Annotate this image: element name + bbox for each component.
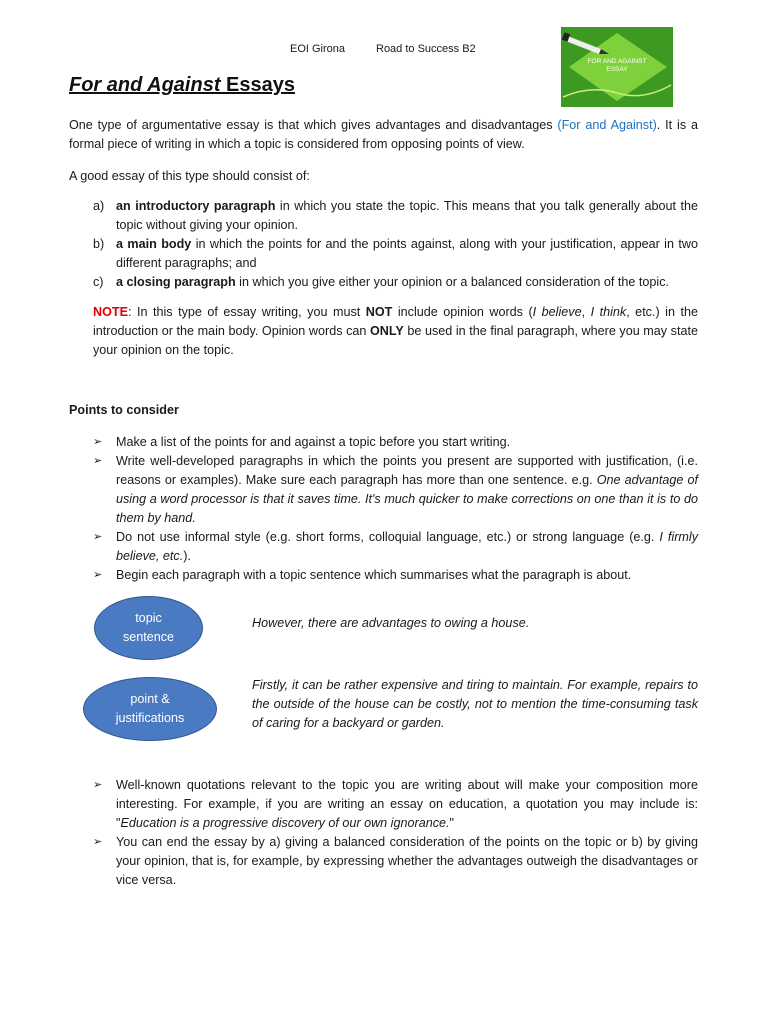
note-text: : In this type of essay writing, you must (127, 305, 366, 319)
oval-label: topic sentence (122, 611, 175, 644)
note-text: , (581, 305, 591, 319)
point-text: Begin each paragraph with a topic sentence which summarises what the paragraph is about. (116, 568, 632, 582)
note-only: ONLY (369, 324, 404, 338)
note-example: I believe (532, 305, 582, 319)
arrow-bullet-icon: ➢ (93, 436, 103, 448)
title-rest: Essays (220, 74, 295, 96)
course-name: Road to Success B2 (376, 43, 476, 55)
list-item (93, 833, 698, 890)
pencil-banner-icon (561, 27, 673, 107)
list-item-text: in which the points for and the points against, along with your justification, appear in two different paragraphs; and (116, 237, 698, 270)
point-text: Write well-developed paragraphs in which the points you present are supported with justification, (i.e. reasons or examples). Make sure each paragraph has more than one sentence. e.g. (116, 454, 698, 487)
point-text: Do not use informal style (e.g. short forms, colloquial language, etc.) or strong language (e.g. (116, 530, 660, 544)
arrow-bullet-icon: ➢ (93, 569, 103, 581)
point-text: Well-known quotations relevant to the topic you are writing about will make your composition more interesting. For example, if you are writing an essay on education, a quotation you may include is: " (116, 778, 698, 830)
list-item (93, 528, 698, 566)
school-name: EOI Girona (290, 43, 346, 55)
list-item (93, 776, 698, 833)
note-paragraph (93, 303, 698, 360)
page-title (69, 74, 295, 97)
list-item (93, 235, 698, 273)
intro-highlight: (For and Against) (557, 118, 657, 132)
point-example: I firmly believe, etc. (116, 530, 698, 563)
more-points-list (93, 776, 698, 890)
note-not: NOT (365, 305, 393, 319)
note-text: , etc.) in the introduction or the main body. Opinion words can (93, 305, 698, 338)
note-label: NOTE (93, 305, 128, 319)
list-label: b) (93, 237, 105, 251)
arrow-bullet-icon: ➢ (93, 779, 103, 791)
point-text: " (449, 816, 454, 830)
logo-line2: ESSAY (606, 66, 628, 73)
oval-label: point & justifications (115, 692, 185, 725)
list-label: a) (93, 199, 105, 213)
list-item-bold: an introductory paragraph (116, 199, 276, 213)
point-text: You can end the essay by a) giving a balanced consideration of the points on the topic or b) by giving your opinion, that is, for example, by expressing whether the advantages outweigh the disadvantages or vice versa. (116, 835, 698, 887)
list-item (93, 273, 698, 292)
note-example: I think (590, 305, 627, 319)
arrow-bullet-icon: ➢ (93, 836, 103, 848)
title-italic: For and Against (69, 74, 221, 96)
list-item-bold: a closing paragraph (116, 275, 236, 289)
list-item-text: in which you give either your opinion or a balanced consideration of the topic. (235, 275, 670, 289)
list-item (93, 197, 698, 235)
point-example: One advantage of using a word processor is that it saves time. It's much quicker to make corrections on one than it is to do them by hand. (116, 473, 698, 525)
logo-line1: FOR AND AGAINST (587, 58, 647, 65)
list-label: c) (93, 275, 104, 289)
list-item-bold: a main body (116, 237, 192, 251)
list-item (93, 452, 698, 528)
list-item (93, 433, 698, 452)
point-text: ). (183, 549, 191, 563)
note-text: be used in the final paragraph, where you may state your opinion on the topic. (93, 324, 698, 357)
point-text: Make a list of the points for and against a topic before you start writing. (116, 435, 511, 449)
intro-text: One type of argumentative essay is that which gives advantages and disadvantages (69, 118, 558, 132)
point-justifications-oval (83, 677, 217, 741)
topic-sentence-example: However, there are advantages to owing a house. (252, 616, 530, 630)
intro-paragraph (69, 116, 698, 154)
essay-parts-list (93, 197, 698, 292)
list-item (93, 566, 698, 585)
quotation: Education is a progressive discovery of our own ignorance. (120, 816, 450, 830)
points-list (93, 433, 698, 585)
arrow-bullet-icon: ➢ (93, 455, 103, 467)
list-item-text: in which you state the topic. This means that you talk generally about the topic without giving your opinion. (116, 199, 698, 232)
topic-sentence-oval (94, 596, 203, 660)
intro-text-end: . It is a formal piece of writing in which a topic is considered from opposing points of view. (69, 118, 698, 151)
note-text: include opinion words ( (392, 305, 533, 319)
points-heading: Points to consider (69, 403, 179, 417)
essay-logo (561, 27, 673, 107)
point-justifications-example: Firstly, it can be rather expensive and tiring to maintain. For example, repairs to the outside of the house can be costly, not to mention the time-consuming task of caring for a backyard or garden. (252, 678, 698, 730)
arrow-bullet-icon: ➢ (93, 531, 103, 543)
consist-line: A good essay of this type should consist of: (69, 169, 310, 183)
